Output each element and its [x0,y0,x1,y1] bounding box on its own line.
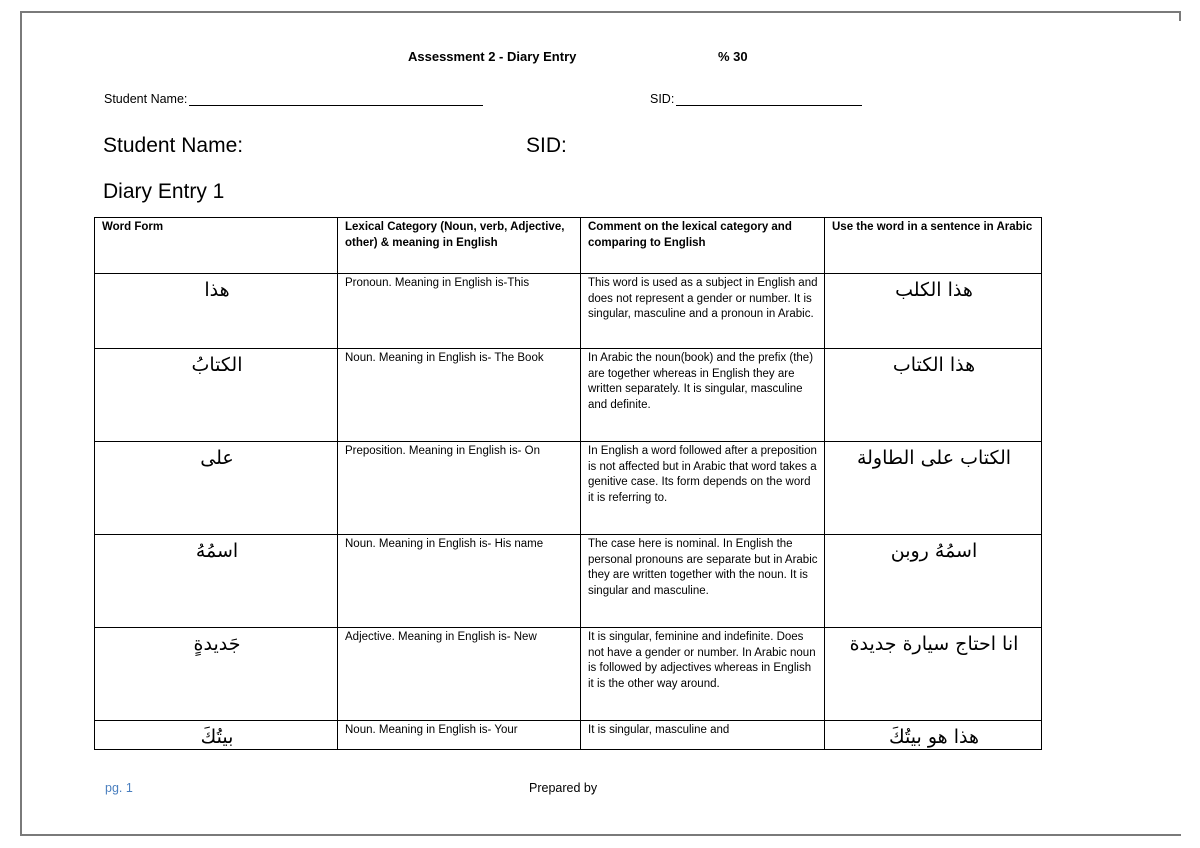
category-cell: Adjective. Meaning in English is- New [338,628,581,721]
table-header-row [95,218,1042,274]
word-form-cell: الكتابُ [95,349,338,442]
comment-cell: In English a word followed after a preposition is not affected but in Arabic that word takes a genitive case. Its form depends on the word it is referring to. [581,442,825,535]
sentence-cell: اسمُهُ روبن [825,535,1042,628]
table-row [95,721,1042,750]
column-header-sentence: Use the word in a sentence in Arabic [825,218,1042,274]
table-row [95,442,1042,535]
sid-line [650,92,862,106]
student-name-line [104,92,483,106]
column-header-word-form: Word Form [95,218,338,274]
sid-heading: SID: [526,134,567,157]
table-row [95,535,1042,628]
comment-cell: The case here is nominal. In English the personal pronouns are separate but in Arabic they are written together with the noun. It is singular and masculine. [581,535,825,628]
prepared-by-label: Prepared by [529,781,598,795]
sentence-cell: الكتاب على الطاولة [825,442,1042,535]
sentence-cell: هذا الكتاب [825,349,1042,442]
diary-entry-table [94,217,1042,750]
word-form-cell: اسمُهُ [95,535,338,628]
page-number: pg. 1 [105,781,133,795]
assessment-title: Assessment 2 - Diary Entry [408,49,577,64]
diary-entry-heading: Diary Entry 1 [103,180,225,203]
comment-cell: This word is used as a subject in English and does not represent a gender or number. It is singular, masculine and a pronoun in Arabic. [581,274,825,349]
sentence-cell: هذا هو بيتُكَ [825,721,1042,750]
category-cell: Noun. Meaning in English is- His name [338,535,581,628]
word-form-cell: هذا [95,274,338,349]
page-frame-edge [1179,11,1181,21]
sid-label: SID: [650,92,675,106]
category-cell: Pronoun. Meaning in English is-This [338,274,581,349]
word-form-cell: على [95,442,338,535]
table-row [95,628,1042,721]
sentence-cell: هذا الكلب [825,274,1042,349]
column-header-lexical-category: Lexical Category (Noun, verb, Adjective, other) & meaning in English [338,218,581,274]
assessment-weight: % 30 [718,49,748,64]
word-form-cell: جَديدةٍ [95,628,338,721]
comment-cell: It is singular, feminine and indefinite. Does not have a gender or number. In Arabic noun is followed by adjectives whereas in English it is the other way around. [581,628,825,721]
student-name-label: Student Name: [104,92,188,106]
category-cell: Preposition. Meaning in English is- On [338,442,581,535]
table-row [95,349,1042,442]
student-name-heading: Student Name: [103,134,244,157]
sentence-cell: انا احتاج سيارة جديدة [825,628,1042,721]
comment-cell: It is singular, masculine and [581,721,825,750]
table-row [95,274,1042,349]
comment-cell: In Arabic the noun(book) and the prefix (the) are together whereas in English they are written separately. It is singular, masculine and definite. [581,349,825,442]
category-cell: Noun. Meaning in English is- The Book [338,349,581,442]
student-name-blank[interactable] [189,92,483,106]
category-cell: Noun. Meaning in English is- Your [338,721,581,750]
word-form-cell: بيتُكَ [95,721,338,750]
column-header-comment: Comment on the lexical category and comparing to English [581,218,825,274]
sid-blank[interactable] [676,92,862,106]
